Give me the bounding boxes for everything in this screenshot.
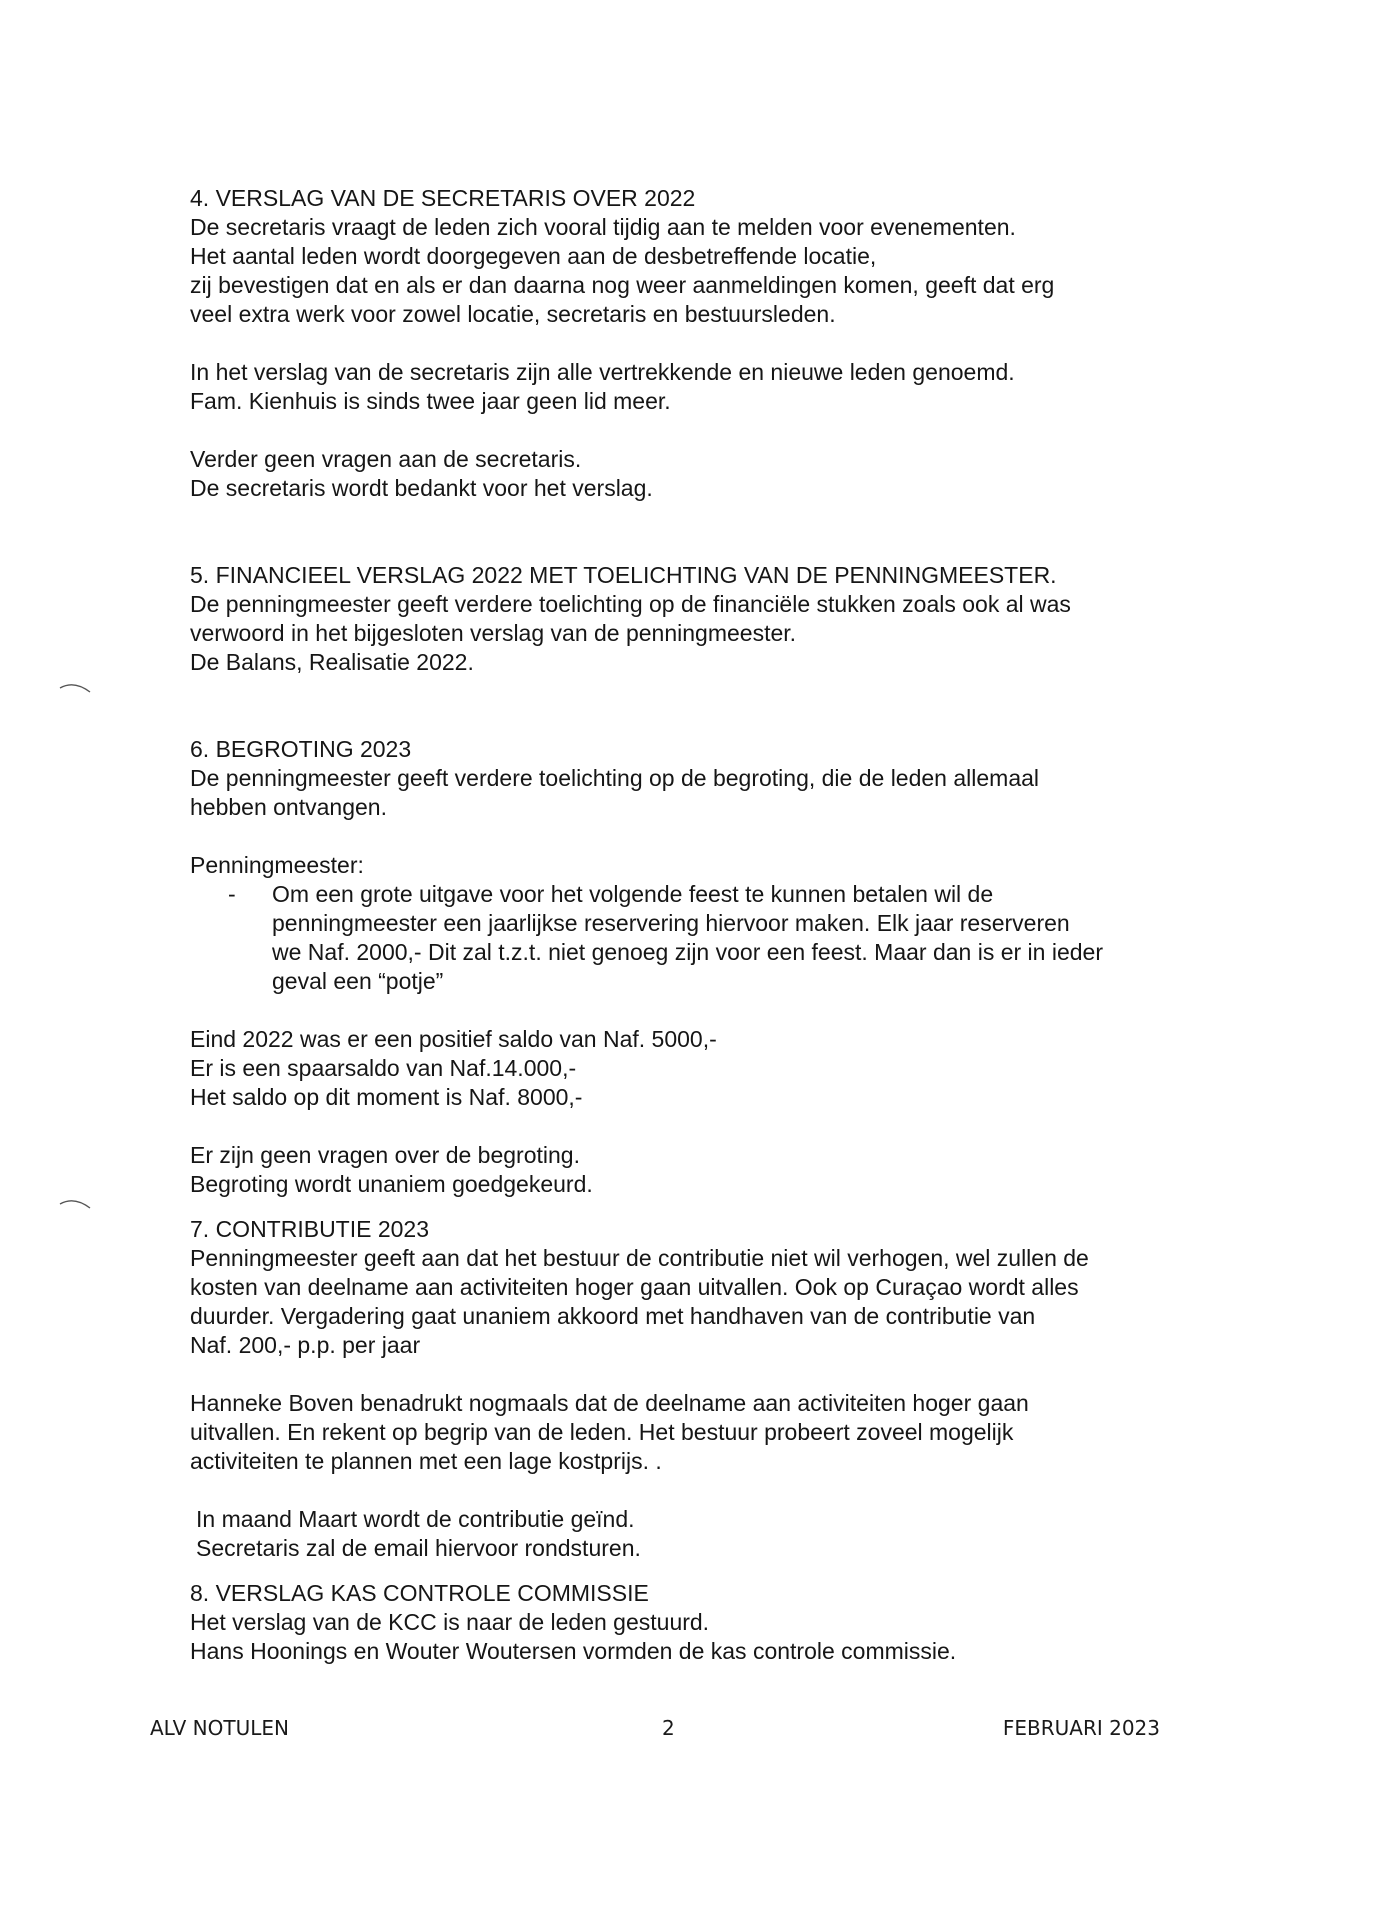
list-label: Penningmeester: [190, 852, 364, 878]
bullet-item [190, 880, 1210, 996]
text-line: Het saldo op dit moment is Naf. 8000,- [190, 1084, 583, 1110]
section-heading: 7. CONTRIBUTIE 2023 [190, 1216, 430, 1242]
paragraph [190, 1389, 1210, 1476]
text-line: De penningmeester geeft verdere toelichting op de begroting, die de leden allemaal [190, 765, 1040, 791]
footer-title: ALV NOTULEN [150, 1716, 289, 1740]
section-heading: 6. BEGROTING 2023 [190, 736, 412, 762]
paragraph [190, 1244, 1210, 1360]
text-line: Eind 2022 was er een positief saldo van Naf. 5000,- [190, 1026, 717, 1052]
text-line: we Naf. 2000,- Dit zal t.z.t. niet genoeg zijn voor een feest. Maar dan is er in ieder [272, 939, 1103, 965]
text-line: In het verslag van de secretaris zijn alle vertrekkende en nieuwe leden genoemd. [190, 359, 1015, 385]
text-line: veel extra werk voor zowel locatie, secretaris en bestuursleden. [190, 301, 836, 327]
text-line: duurder. Vergadering gaat unaniem akkoord met handhaven van de contributie van [190, 1303, 1036, 1329]
section-5 [190, 561, 1210, 677]
section-7 [190, 1215, 1210, 1563]
section-heading: 5. FINANCIEEL VERSLAG 2022 MET TOELICHTING VAN DE PENNINGMEESTER. [190, 562, 1057, 588]
document-body [190, 184, 1210, 1666]
text-line: uitvallen. En rekent op begrip van de leden. Het bestuur probeert zoveel mogelijk [190, 1419, 1014, 1445]
text-line: Begroting wordt unaniem goedgekeurd. [190, 1171, 593, 1197]
text-line: Er zijn geen vragen over de begroting. [190, 1142, 580, 1168]
text-line: verwoord in het bijgesloten verslag van de penningmeester. [190, 620, 797, 646]
page-footer [150, 1716, 1160, 1746]
bullet-dash: - [228, 881, 236, 907]
text-line: zij bevestigen dat en als er dan daarna nog weer aanmeldingen komen, geeft dat erg [190, 272, 1055, 298]
section-heading: 4. VERSLAG VAN DE SECRETARIS OVER 2022 [190, 185, 696, 211]
text-line: Hans Hoonings en Wouter Woutersen vormden de kas controle commissie. [190, 1638, 957, 1664]
footer-date: FEBRUARI 2023 [1002, 1716, 1160, 1740]
text-line: activiteiten te plannen met een lage kostprijs. . [190, 1448, 662, 1474]
page-number: 2 [662, 1716, 675, 1740]
text-line: hebben ontvangen. [190, 794, 387, 820]
text-line: Om een grote uitgave voor het volgende feest te kunnen betalen wil de [272, 881, 994, 907]
text-line: Het aantal leden wordt doorgegeven aan de desbetreffende locatie, [190, 243, 877, 269]
text-line: kosten van deelname aan activiteiten hoger gaan uitvallen. Ook op Curaçao wordt alles [190, 1274, 1079, 1300]
text-line: De penningmeester geeft verdere toelichting op de financiële stukken zoals ook al was [190, 591, 1071, 617]
paragraph [190, 445, 1210, 503]
text-line: Fam. Kienhuis is sinds twee jaar geen lid meer. [190, 388, 671, 414]
text-line: geval een “potje” [272, 968, 444, 994]
section-8 [190, 1579, 1210, 1666]
text-line: De Balans, Realisatie 2022. [190, 649, 474, 675]
text-line: Hanneke Boven benadrukt nogmaals dat de deelname aan activiteiten hoger gaan [190, 1390, 1029, 1416]
text-line: Verder geen vragen aan de secretaris. [190, 446, 582, 472]
paragraph [190, 1608, 1210, 1666]
text-line: Secretaris zal de email hiervoor rondsturen. [196, 1535, 641, 1561]
section-4 [190, 184, 1210, 503]
text-line: Het verslag van de KCC is naar de leden gestuurd. [190, 1609, 710, 1635]
paragraph [190, 358, 1210, 416]
paragraph [190, 1025, 1210, 1112]
text-line: penningmeester een jaarlijkse reservering hiervoor maken. Elk jaar reserveren [272, 910, 1070, 936]
paragraph [190, 213, 1210, 329]
text-line: Naf. 200,- p.p. per jaar [190, 1332, 421, 1358]
text-line: De secretaris vraagt de leden zich vooral tijdig aan te melden voor evenementen. [190, 214, 1016, 240]
text-line: In maand Maart wordt de contributie geïnd. [196, 1506, 635, 1532]
paragraph [190, 1141, 1210, 1199]
section-heading: 8. VERSLAG KAS CONTROLE COMMISSIE [190, 1580, 649, 1606]
text-line: De secretaris wordt bedankt voor het verslag. [190, 475, 653, 501]
section-6 [190, 735, 1210, 1199]
paragraph [190, 1505, 1210, 1563]
text-line: Penningmeester geeft aan dat het bestuur de contributie niet wil verhogen, wel zullen de [190, 1245, 1089, 1271]
scan-mark-icon [58, 680, 94, 702]
paragraph [190, 590, 1210, 677]
scan-mark-icon [58, 1196, 94, 1218]
paragraph [190, 764, 1210, 822]
text-line: Er is een spaarsaldo van Naf.14.000,- [190, 1055, 577, 1081]
